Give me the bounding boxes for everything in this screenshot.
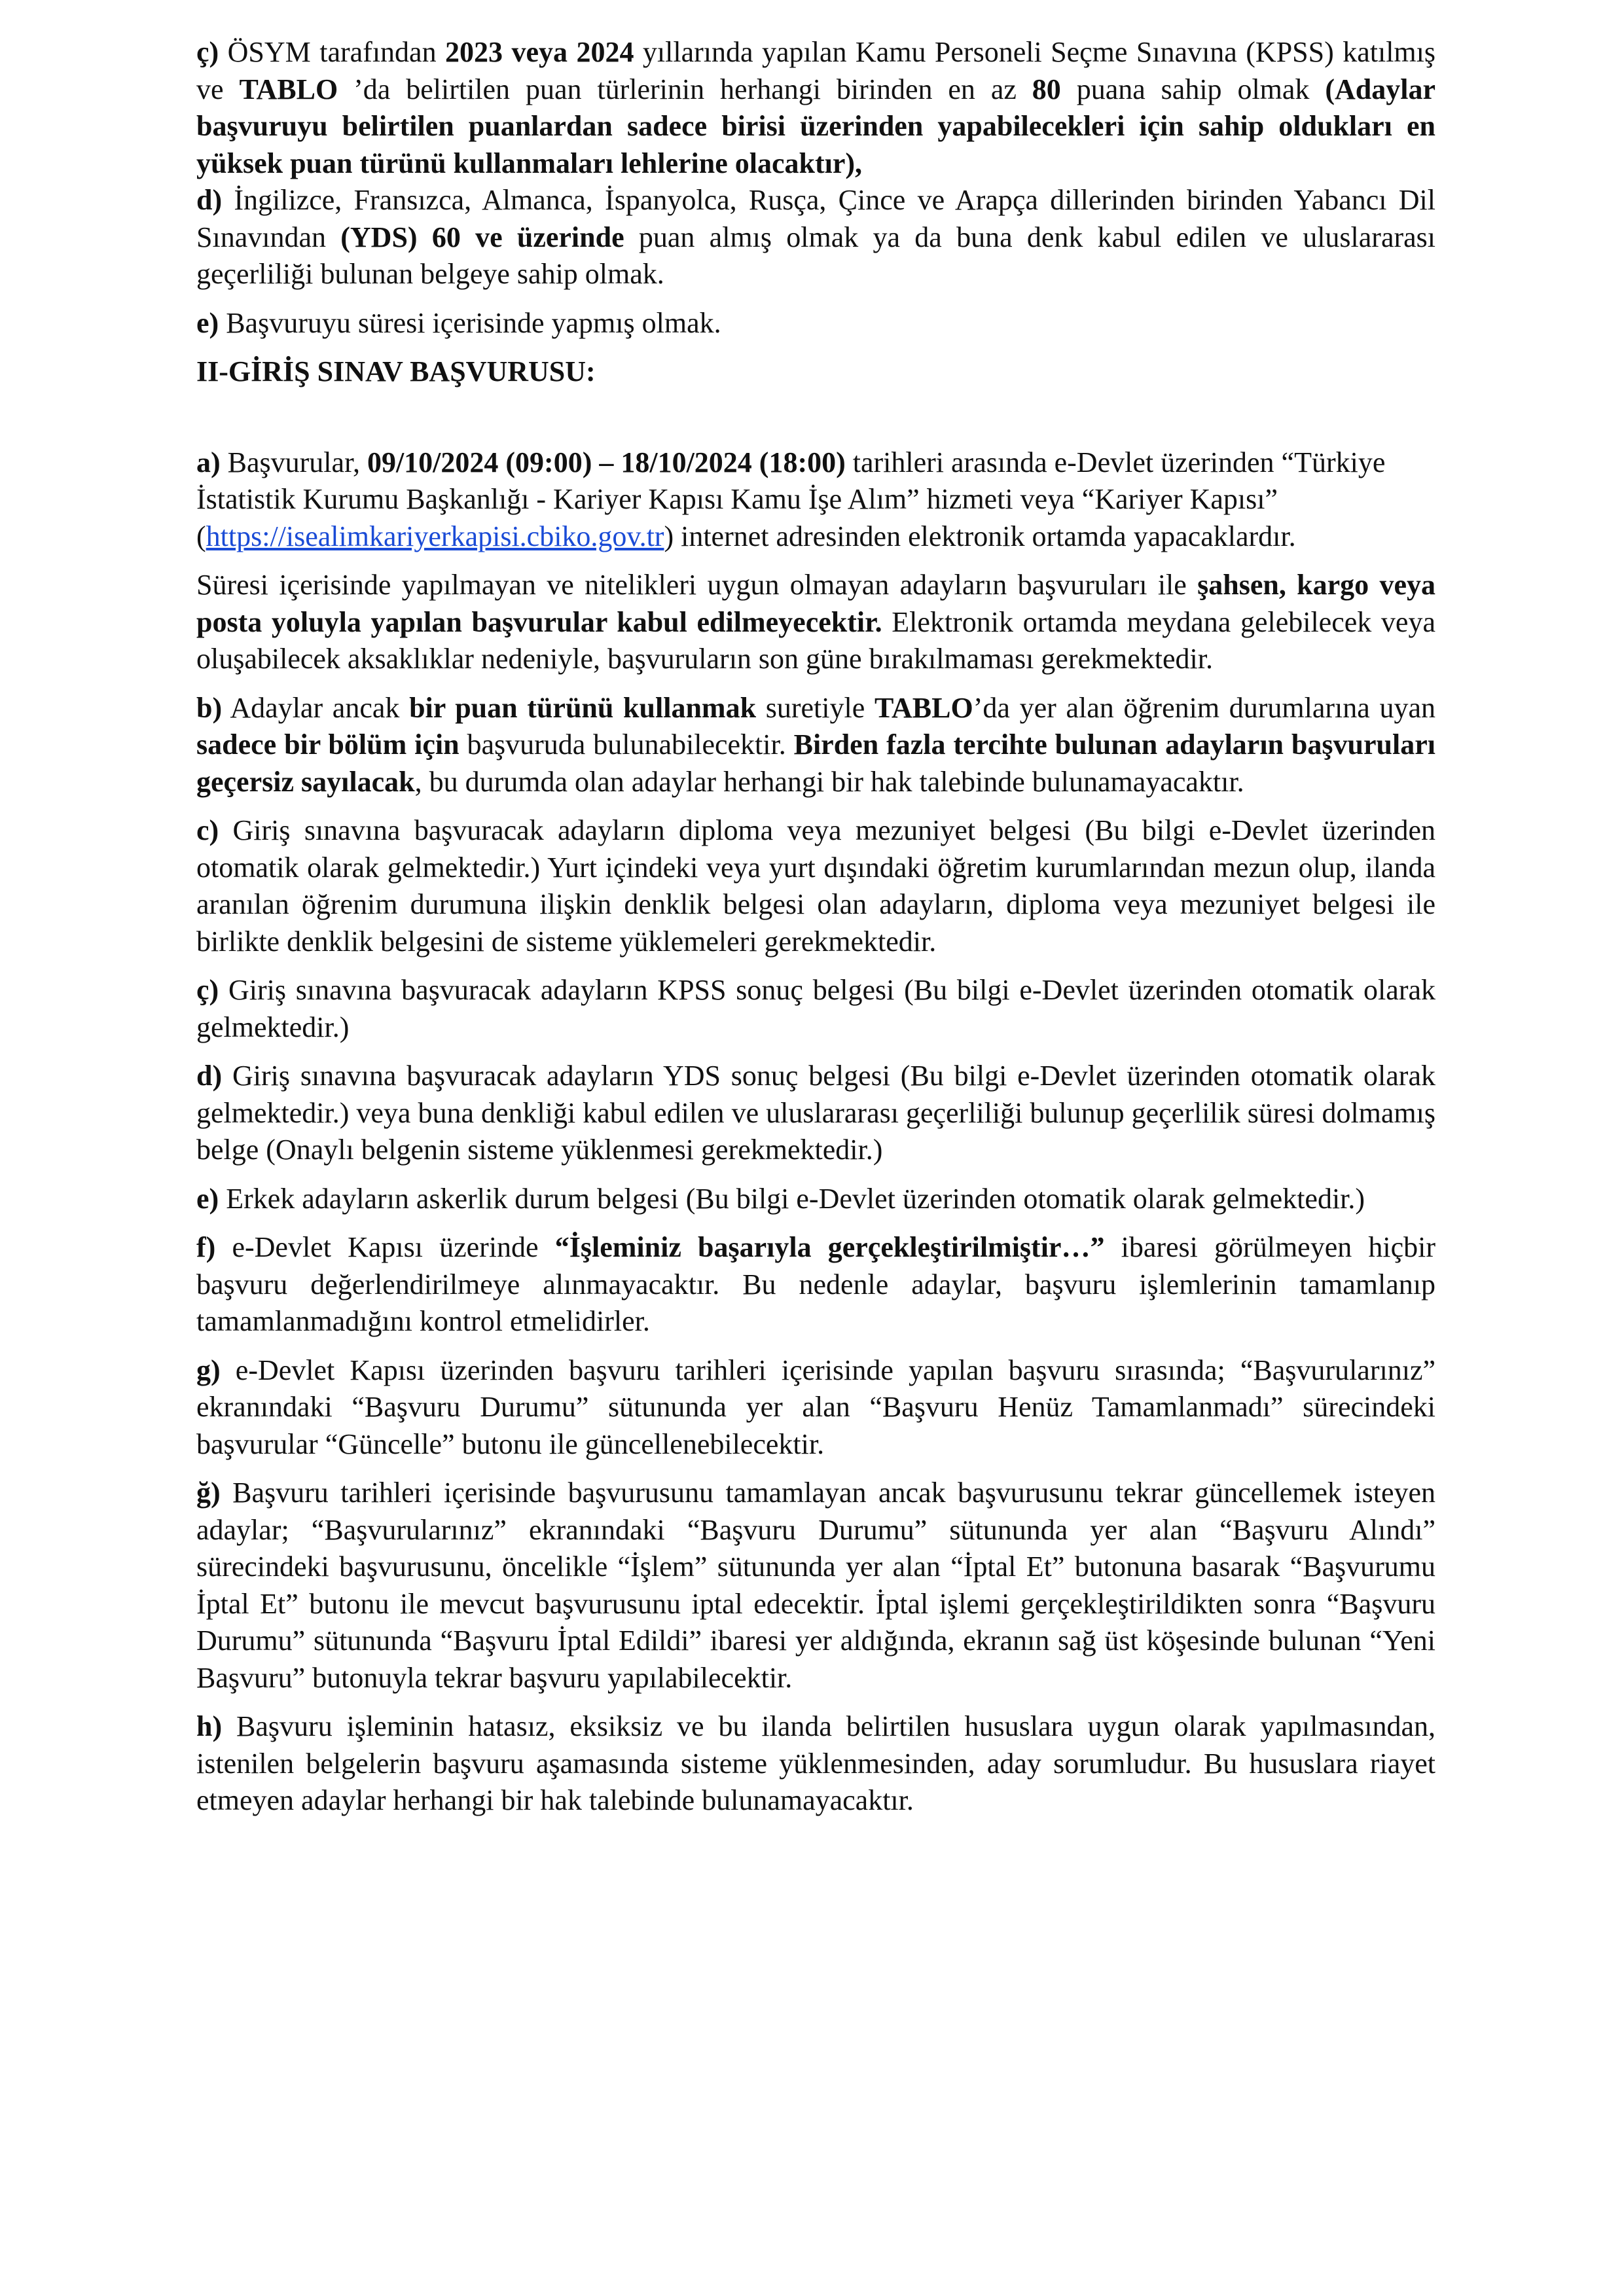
item-a: a) Başvurular, 09/10/2024 (09:00) – 18/10/2024 (18:00) tarihleri arasında e-Devlet üzerinden “Türkiye İstatistik Kurumu Başkanlığı - Kariyer Kapısı Kamu İşe Alım” hizmeti veya “Kariyer Kapısı” (https://isealimkariyerkapisi.cbiko.gov.tr) internet adresinden elektronik ortamda yapacaklardır. (196, 446, 1386, 552)
item-marker: b) (196, 691, 223, 724)
requirement-e: e) Başvuruyu süresi içerisinde yapmış olmak. (196, 306, 721, 339)
item-marker: ğ) (196, 1477, 221, 1509)
item-marker: d) (196, 184, 223, 216)
item-marker: e) (196, 306, 219, 339)
section-heading: II-GİRİŞ SINAV BAŞVURUSU: (196, 355, 596, 387)
requirement-d: d) İngilizce, Fransızca, Almanca, İspanyolca, Rusça, Çince ve Arapça dillerinden birinden Yabancı Dil Sınavından (YDS) 60 ve üzerinde puan almış olmak ya da buna denk kabul edilen ve uluslararası geçerliliği bulunan belgeye sahip olmak. (196, 184, 1436, 290)
requirement-c-cedilla: ç) ÖSYM tarafından 2023 veya 2024 yıllarında yapılan Kamu Personeli Seçme Sınavına (KPSS) katılmış ve TABLO ’da belirtilen puan türlerinin herhangi birinden en az 80 puana sahip olmak (Adaylar başvuruyu belirtilen puanlardan sadece birisi üzerinden yapabilecekleri için sahip oldukları en yüksek puan türünü kullanmaları lehlerine olacaktır), (196, 36, 1435, 179)
item-marker: a) (196, 446, 221, 478)
item-marker: d) (196, 1060, 223, 1092)
item-g: g) e-Devlet Kapısı üzerinden başvuru tarihleri içerisinde yapılan başvuru sırasında; “Başvurularınız” ekranındaki “Başvuru Durumu” sütununda yer alan “Başvuru Henüz Tamamlanmadı” sürecindeki başvurular “Güncelle” butonu ile güncellenebilecektir. (196, 1354, 1435, 1460)
item-c-cedilla: ç) Giriş sınavına başvuracak adayların KPSS sonuç belgesi (Bu bilgi e-Devlet üzerinden otomatik olarak gelmektedir.) (196, 974, 1435, 1043)
item-marker: f) (196, 1231, 216, 1263)
document-page (196, 34, 1435, 1820)
item-marker: h) (196, 1710, 223, 1742)
item-g-breve: ğ) Başvuru tarihleri içerisinde başvurusunu tamamlayan ancak başvurusunu tekrar güncellemek isteyen adaylar; “Başvurularınız” ekranındaki “Başvuru Durumu” sütununda yer alan “Başvuru Alındı” sürecindeki başvurusunu, öncelikle “İşlem” sütununda yer alan “İptal Et” butonuna basarak “Başvurumu İptal Et” butonu ile mevcut başvurusunu iptal edecektir. İptal işlemi gerçekleştirildikten sonra “Başvuru Durumu” sütununda “Başvuru İptal Edildi” ibaresi yer aldığında, ekranın sağ üst köşesinde bulunan “Yeni Başvuru” butonuyla tekrar başvuru yapılabilecektir. (196, 1477, 1435, 1694)
item-marker: ç) (196, 36, 219, 68)
item-marker: c) (196, 814, 219, 846)
kariyer-kapisi-link[interactable]: https://isealimkariyerkapisi.cbiko.gov.tr (206, 520, 664, 552)
item-marker: ç) (196, 974, 219, 1006)
item-marker: g) (196, 1354, 221, 1386)
item-c: c) Giriş sınavına başvuracak adayların diploma veya mezuniyet belgesi (Bu bilgi e-Devlet üzerinden otomatik olarak gelmektedir.) Yurt içindeki veya yurt dışındaki öğretim kurumlarından mezun olup, ilanda aranılan öğrenim durumuna ilişkin denklik belgesi olan adayların, diploma veya mezuniyet belgesi ile birlikte denklik belgesini de sisteme yüklemeleri gerekmektedir. (196, 814, 1435, 958)
item-a-note: Süresi içerisinde yapılmayan ve nitelikleri uygun olmayan adayların başvuruları ile şahsen, kargo veya posta yoluyla yapılan başvurular kabul edilmeyecektir. Elektronik ortamda meydana gelebilecek veya oluşabilecek aksaklıklar nedeniyle, başvuruların son güne bırakılmaması gerekmektedir. (196, 569, 1435, 675)
item-f: f) e-Devlet Kapısı üzerinde “İşleminiz başarıyla gerçekleştirilmiştir…” ibaresi görülmeyen hiçbir başvuru değerlendirilmeye alınmayacaktır. Bu nedenle adaylar, başvuru işlemlerinin tamamlanıp tamamlanmadığını kontrol etmelidirler. (196, 1231, 1436, 1337)
item-b: b) Adaylar ancak bir puan türünü kullanmak suretiyle TABLO’da yer alan öğrenim durumlarına uyan sadece bir bölüm için başvuruda bulunabilecektir. Birden fazla tercihte bulunan adayların başvuruları geçersiz sayılacak, bu durumda olan adaylar herhangi bir hak talebinde bulunamayacaktır. (196, 691, 1436, 798)
item-h: h) Başvuru işleminin hatasız, eksiksiz ve bu ilanda belirtilen hususlara uygun olarak yapılmasından, istenilen belgelerin başvuru aşamasında sisteme yüklenmesinden, aday sorumludur. Bu hususlara riayet etmeyen adaylar herhangi bir hak talebinde bulunamayacaktır. (196, 1710, 1435, 1816)
item-marker: e) (196, 1182, 219, 1215)
item-e: e) Erkek adayların askerlik durum belgesi (Bu bilgi e-Devlet üzerinden otomatik olarak gelmektedir.) (196, 1182, 1365, 1215)
item-d: d) Giriş sınavına başvuracak adayların YDS sonuç belgesi (Bu bilgi e-Devlet üzerinden otomatik olarak gelmektedir.) veya buna denkliği kabul edilen ve uluslararası geçerliliği bulunup geçerlilik süresi dolmamış belge (Onaylı belgenin sisteme yüklenmesi gerekmektedir.) (196, 1060, 1435, 1166)
